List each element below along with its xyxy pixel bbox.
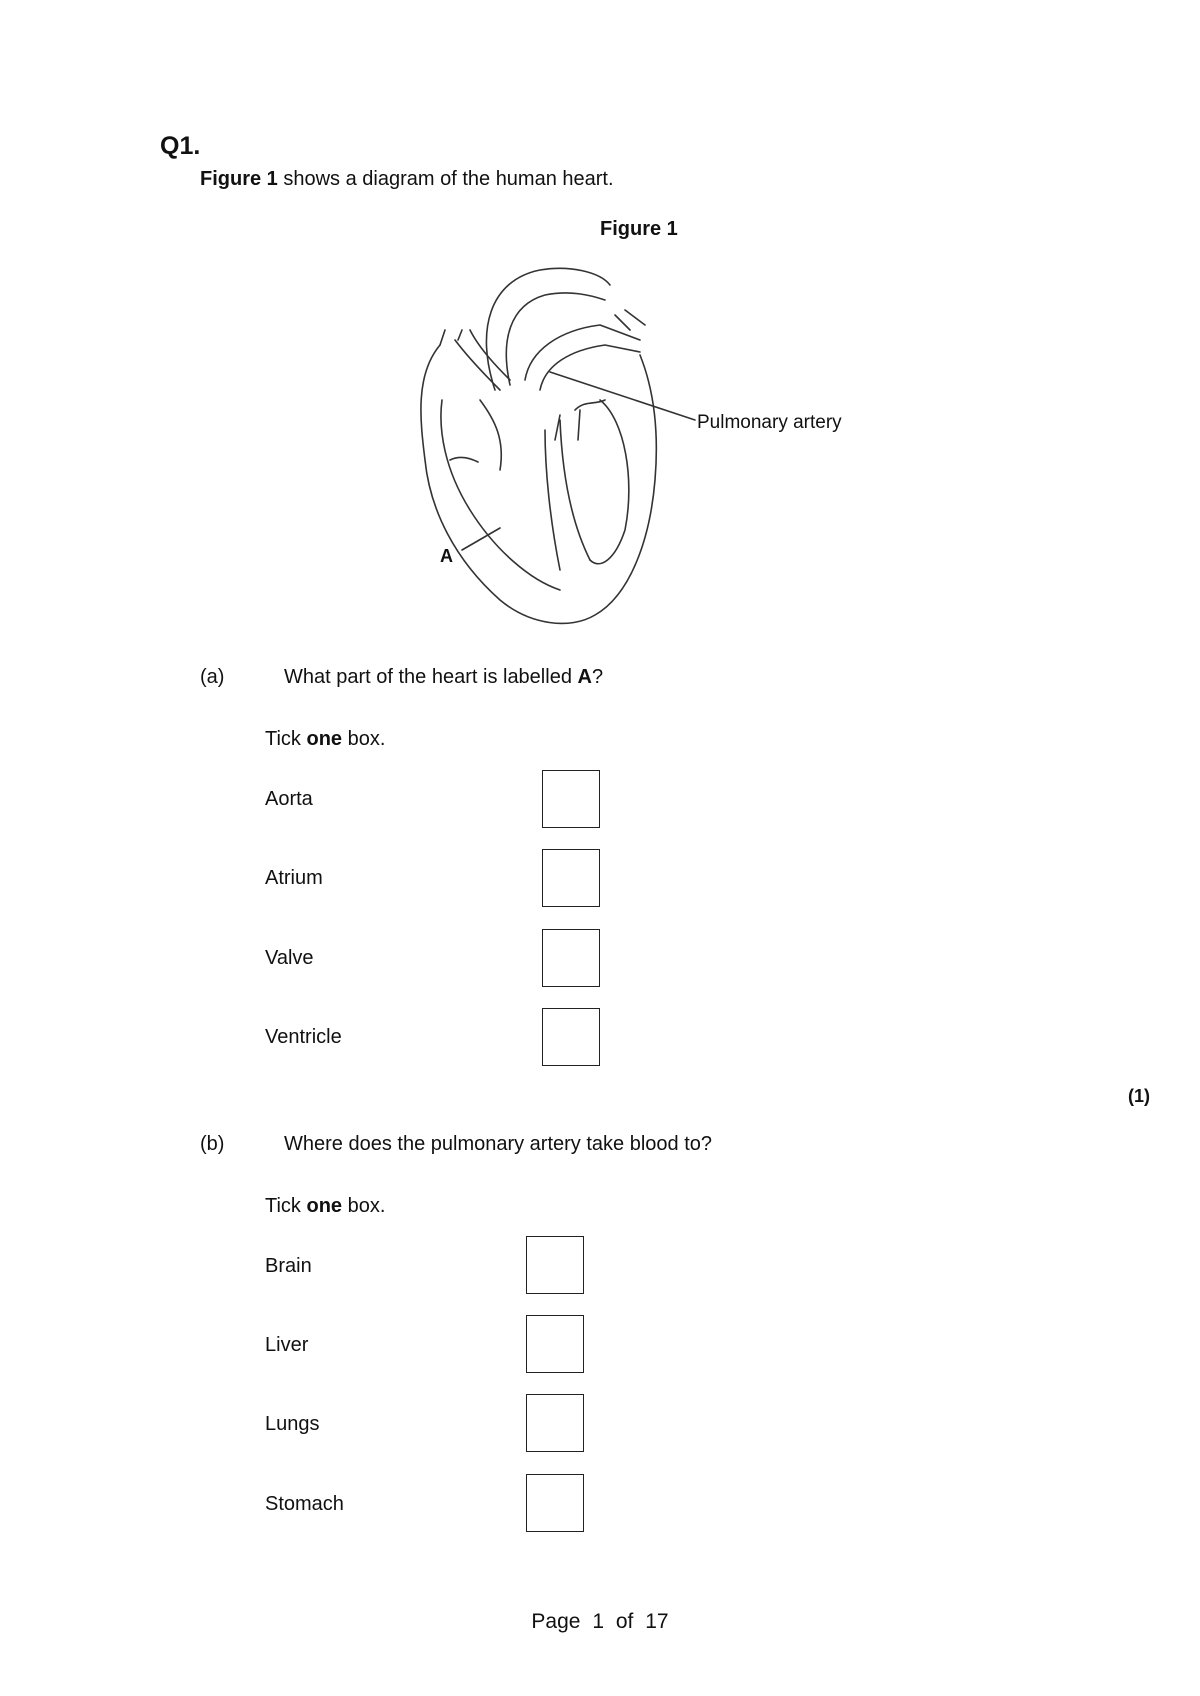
- pulmonary-artery-label: Pulmonary artery: [697, 412, 842, 433]
- valve-left: [450, 457, 478, 462]
- part-a-option-ventricle: Ventricle: [265, 1026, 342, 1048]
- part-a-option-aorta: Aorta: [265, 788, 313, 810]
- septum-right: [560, 420, 590, 560]
- part-a-question: [284, 666, 603, 689]
- part-a-question-text: What part of the heart is labelled: [284, 666, 578, 688]
- footer-page-number: 1: [592, 1610, 604, 1633]
- part-a-checkbox-aorta[interactable]: [542, 770, 600, 828]
- part-b-checkbox-stomach[interactable]: [526, 1474, 584, 1532]
- footer-page-label: Page: [531, 1610, 581, 1633]
- part-b-option-brain: Brain: [265, 1255, 312, 1277]
- footer-of-label: of: [615, 1610, 634, 1633]
- figure-title: Figure 1: [600, 218, 678, 240]
- footer-page-total: 17: [645, 1610, 669, 1633]
- vena-cava: [440, 330, 462, 345]
- part-a-option-atrium: Atrium: [265, 867, 323, 889]
- valve-right: [575, 400, 605, 410]
- question-number: Q1.: [160, 132, 201, 160]
- intro-text: shows a diagram of the human heart.: [277, 168, 614, 190]
- intro-figure-ref: Figure 1: [200, 168, 278, 190]
- part-b-tick-bold: one: [306, 1195, 343, 1217]
- part-b-question: Where does the pulmonary artery take blood to?: [284, 1133, 713, 1155]
- part-a-question-bold: A: [577, 666, 592, 688]
- part-a-instruction: [265, 728, 385, 751]
- part-b-option-lungs: Lungs: [265, 1413, 320, 1435]
- part-a-tick-post: box.: [342, 728, 386, 750]
- part-b-instruction: [265, 1195, 385, 1218]
- part-b-label: (b): [200, 1133, 225, 1155]
- part-a-question-end: ?: [591, 666, 604, 688]
- inner-wall-left: [441, 400, 560, 590]
- page-footer: [0, 1610, 1200, 1634]
- part-b-tick-post: box.: [342, 1195, 386, 1217]
- part-a-checkbox-atrium[interactable]: [542, 849, 600, 907]
- part-a-option-valve: Valve: [265, 947, 314, 969]
- part-b-checkbox-brain[interactable]: [526, 1236, 584, 1294]
- inner-wall-right: [590, 400, 629, 564]
- septum-left: [545, 430, 560, 570]
- part-a-tick-pre: Tick: [265, 728, 307, 750]
- pulmonary-trunk: [525, 325, 640, 380]
- part-b-checkbox-liver[interactable]: [526, 1315, 584, 1373]
- label-a: A: [440, 546, 453, 566]
- pulmonary-veins: [615, 310, 645, 330]
- part-b-option-liver: Liver: [265, 1334, 309, 1356]
- part-a-checkbox-valve[interactable]: [542, 929, 600, 987]
- part-b-option-stomach: Stomach: [265, 1493, 344, 1515]
- part-a-label: (a): [200, 666, 225, 688]
- part-a-checkbox-ventricle[interactable]: [542, 1008, 600, 1066]
- a-leader-line: [462, 528, 500, 550]
- part-a-tick-bold: one: [306, 728, 343, 750]
- part-a-marks: (1): [1128, 1086, 1150, 1106]
- part-b-tick-pre: Tick: [265, 1195, 307, 1217]
- pulmonary-leader-line: [550, 372, 695, 420]
- part-b-checkbox-lungs[interactable]: [526, 1394, 584, 1452]
